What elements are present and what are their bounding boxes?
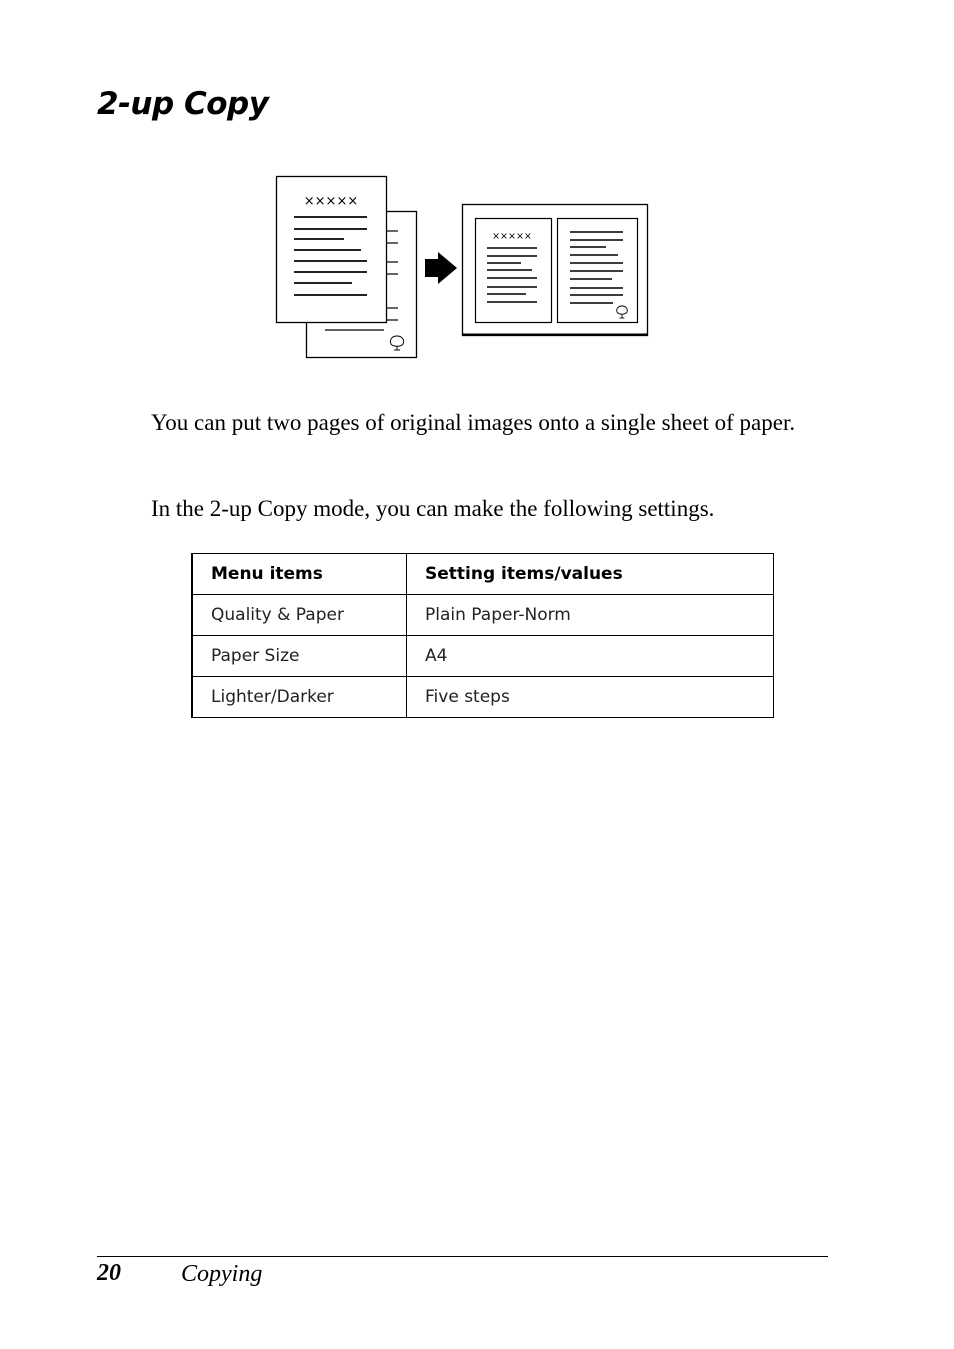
- menu-item-cell: Quality & Paper: [192, 595, 407, 636]
- settings-table: [191, 553, 774, 718]
- table-header-row: [192, 554, 774, 595]
- arrow-right-icon: [425, 252, 457, 284]
- page-number: 20: [97, 1260, 121, 1286]
- setting-value-cell: A4: [407, 636, 774, 677]
- 2up-copy-illustration: [270, 170, 660, 365]
- menu-item-cell: Paper Size: [192, 636, 407, 677]
- menu-item-cell: Lighter/Darker: [192, 677, 407, 718]
- page-title: 2-up Copy: [97, 86, 269, 122]
- result-page-mark: ×××××: [492, 231, 532, 242]
- footer-section-name: Copying: [181, 1261, 263, 1287]
- table-row: [192, 677, 774, 718]
- column-header-menu-items: Menu items: [192, 554, 407, 595]
- setting-value-cell: Plain Paper-Norm: [407, 595, 774, 636]
- column-header-setting-values: Setting items/values: [407, 554, 774, 595]
- intro-paragraph: You can put two pages of original images onto a single sheet of paper.: [151, 410, 796, 435]
- footer-divider: [97, 1256, 828, 1257]
- table-row: [192, 595, 774, 636]
- settings-intro-paragraph: In the 2-up Copy mode, you can make the following settings.: [151, 496, 715, 521]
- original-page-mark: ×××××: [303, 194, 359, 209]
- original-page-front: [277, 177, 387, 323]
- setting-value-cell: Five steps: [407, 677, 774, 718]
- table-row: [192, 636, 774, 677]
- result-sheet: [463, 205, 649, 336]
